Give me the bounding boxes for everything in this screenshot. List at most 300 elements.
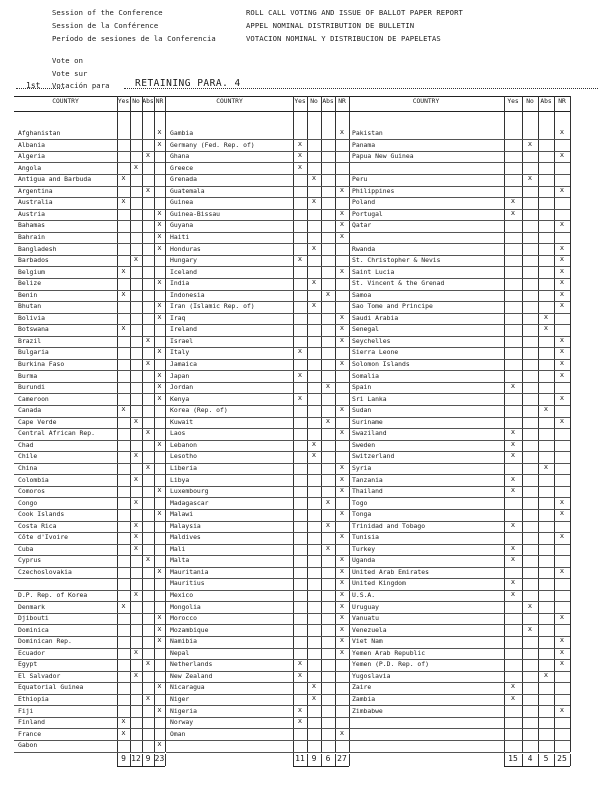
table-row — [348, 521, 570, 533]
country-name: St. Christopher & Nevis — [352, 256, 441, 265]
country-name: Finland — [18, 718, 45, 727]
vote-mark-nr: x — [559, 532, 565, 541]
vote-mark-nr: x — [157, 382, 162, 391]
vote-mark-nr: x — [339, 647, 345, 656]
table-row — [166, 394, 349, 406]
vote-mark-nr: x — [339, 405, 345, 414]
table-row — [14, 209, 165, 221]
vote-mark-no: x — [133, 497, 139, 506]
vote-mark-no: x — [527, 139, 533, 148]
vote-mark-abs: x — [145, 462, 151, 471]
table-row — [14, 382, 165, 394]
country-name: Sierra Leone — [352, 348, 399, 357]
table-row — [166, 209, 349, 221]
vote-mark-nr: x — [339, 613, 345, 622]
vote-mark-no: x — [311, 243, 317, 252]
vote-mark-abs: x — [325, 520, 331, 529]
country-name: Trinidad and Tobago — [352, 521, 426, 530]
country-name: Sri Lanka — [352, 394, 387, 403]
country-name: D.P. Rep. of Korea — [18, 591, 88, 599]
country-name: Gabon — [18, 741, 38, 750]
table-row — [166, 567, 349, 579]
vote-mark-no: x — [133, 474, 139, 483]
vote-mark-yes: x — [121, 174, 126, 183]
table-row — [14, 244, 165, 256]
country-name: Zambia — [352, 694, 376, 703]
table-row — [14, 301, 165, 313]
country-name: Barbados — [18, 256, 49, 265]
vote-mark-yes: x — [121, 197, 126, 206]
table-row — [348, 290, 570, 302]
vote-mark-nr: x — [559, 335, 565, 344]
country-name: Somalia — [352, 371, 379, 380]
table-row — [348, 671, 570, 683]
country-name: Comoros — [18, 487, 45, 496]
table-row — [348, 128, 570, 140]
country-name: Madagascar — [170, 498, 209, 507]
vote-mark-nr: x — [559, 301, 565, 310]
table-row — [14, 567, 165, 579]
vote-mark-no: x — [311, 682, 317, 691]
vote-mark-nr: x — [559, 266, 565, 275]
vote-mark-nr: x — [339, 532, 345, 541]
country-name: Chile — [18, 452, 38, 461]
table-row — [166, 636, 349, 648]
table-row — [14, 475, 165, 487]
table-row — [348, 301, 570, 313]
vote-mark-nr: x — [157, 128, 162, 136]
vote-mark-yes: x — [510, 682, 516, 691]
vote-mark-yes: x — [297, 139, 303, 148]
vote-mark-yes: x — [297, 659, 303, 668]
vote-mark-yes: x — [510, 208, 516, 217]
blank-table-row — [348, 717, 570, 729]
column-header-nr: NR — [155, 98, 164, 105]
table-row — [348, 532, 570, 544]
vote-mark-yes: x — [121, 717, 126, 726]
vote-mark-nr: x — [559, 289, 565, 298]
country-name: Maldives — [170, 533, 201, 542]
country-name: Egypt — [18, 660, 38, 669]
table-row — [14, 486, 165, 498]
country-name: Ecuador — [18, 648, 45, 657]
table-row — [14, 232, 165, 244]
table-row — [348, 544, 570, 556]
table-row — [348, 694, 570, 706]
country-name: Congo — [18, 498, 38, 507]
country-name: New Zealand — [170, 671, 213, 680]
table-row — [348, 220, 570, 232]
table-row — [166, 186, 349, 198]
country-name: Brazil — [18, 336, 42, 345]
vote-mark-yes: x — [510, 451, 516, 460]
vote-mark-nr: x — [559, 647, 565, 656]
table-row — [14, 440, 165, 452]
country-name: Ethiopia — [18, 694, 49, 703]
session-label-fr: Session de la Conférence — [52, 21, 159, 30]
vote-mark-nr: x — [157, 370, 162, 379]
vote-mark-no: x — [527, 624, 533, 633]
totals-row — [504, 754, 570, 767]
vote-subject: RETAINING PARA. 4 — [135, 78, 241, 89]
vote-mark-abs: x — [325, 289, 331, 298]
table-row — [14, 498, 165, 510]
vote-mark-nr: x — [339, 312, 345, 321]
country-name: Guinea-Bissau — [170, 209, 221, 218]
table-row — [14, 555, 165, 567]
report-title-en: ROLL CALL VOTING AND ISSUE OF BALLOT PAPER REPORT — [246, 8, 463, 17]
totals-divider — [349, 754, 350, 766]
table-row — [14, 521, 165, 533]
vote-mark-no: x — [311, 197, 317, 206]
country-name: Belgium — [18, 267, 45, 276]
blank-table-row — [348, 740, 570, 752]
table-row — [166, 232, 349, 244]
country-name: Tunisia — [352, 533, 379, 542]
table-row — [166, 244, 349, 256]
vote-mark-abs: x — [145, 151, 151, 160]
vote-mark-yes: x — [510, 543, 516, 552]
country-name: Pakistan — [352, 129, 383, 137]
total-no: 4 — [527, 753, 533, 763]
vote-mark-nr: x — [339, 728, 345, 737]
country-name: Nicaragua — [170, 683, 205, 692]
table-row — [166, 648, 349, 660]
table-row — [166, 324, 349, 336]
table-row — [348, 602, 570, 614]
country-name: Guatemala — [170, 186, 205, 195]
vote-mark-nr: x — [157, 624, 162, 633]
table-row — [348, 509, 570, 521]
country-name: Honduras — [170, 244, 201, 253]
country-name: Tonga — [352, 510, 372, 519]
country-name: Cyprus — [18, 556, 42, 565]
table-row — [166, 417, 349, 429]
country-name: Grenada — [170, 175, 197, 184]
country-name: Lebanon — [170, 440, 197, 449]
table-row — [14, 659, 165, 671]
vote-mark-no: x — [311, 439, 317, 448]
table-row — [14, 140, 165, 152]
vote-mark-nr: x — [339, 324, 345, 333]
table-row — [348, 682, 570, 694]
country-name: Burkina Faso — [18, 360, 65, 368]
vote-mark-no: x — [311, 693, 317, 702]
table-row — [14, 255, 165, 267]
vote-mark-nr: x — [559, 278, 565, 287]
vote-mark-nr: x — [339, 566, 345, 575]
vote-mark-yes: x — [510, 555, 516, 564]
country-name: Jordan — [170, 383, 194, 392]
country-name: Cameroon — [18, 394, 49, 403]
vote-on-label-fr: Vote sur — [52, 69, 88, 78]
country-name: Burundi — [18, 383, 45, 392]
table-row — [14, 371, 165, 383]
country-name: Saint Lucia — [352, 267, 395, 276]
table-row — [348, 463, 570, 475]
table-row — [348, 625, 570, 637]
vote-mark-yes: x — [297, 393, 303, 402]
vote-mark-no: x — [527, 174, 533, 183]
vote-mark-yes: x — [510, 439, 516, 448]
table-row — [14, 648, 165, 660]
vote-mark-abs: x — [145, 555, 151, 564]
table-row — [348, 278, 570, 290]
table-row — [166, 532, 349, 544]
vote-mark-nr: x — [157, 682, 162, 691]
country-name: Zaire — [352, 683, 372, 692]
table-row — [348, 578, 570, 590]
vote-mark-nr: x — [339, 509, 345, 518]
vote-ordinal: 1st — [26, 81, 41, 90]
country-name: Solomon Islands — [352, 360, 410, 368]
vote-mark-nr: x — [559, 243, 565, 252]
vote-mark-yes: x — [510, 428, 516, 437]
table-row — [348, 405, 570, 417]
table-row — [348, 451, 570, 463]
vote-mark-nr: x — [157, 278, 162, 287]
country-name: El Salvador — [18, 671, 61, 680]
vote-mark-nr: x — [339, 128, 345, 136]
table-row — [348, 475, 570, 487]
table-row — [14, 359, 165, 371]
country-name: China — [18, 463, 38, 472]
table-row — [166, 405, 349, 417]
country-name: Guyana — [170, 221, 194, 230]
column-header-country: COUNTRY — [412, 98, 440, 105]
table-row — [14, 313, 165, 325]
table-row — [166, 717, 349, 729]
total-no: 12 — [131, 753, 141, 763]
country-name: Israel — [170, 336, 194, 345]
vote-mark-nr: x — [339, 231, 345, 240]
country-name: Equatorial Guinea — [18, 683, 84, 692]
country-name: Papua New Guinea — [352, 152, 414, 161]
country-name: Japan — [170, 371, 190, 380]
table-row — [166, 197, 349, 209]
total-nr: 23 — [154, 753, 165, 763]
country-name: Syria — [352, 463, 372, 472]
country-name: India — [170, 279, 190, 288]
vote-mark-yes: x — [297, 705, 303, 714]
vote-mark-nr: x — [559, 705, 565, 714]
vote-mark-yes: x — [121, 266, 126, 275]
table-row — [348, 197, 570, 209]
country-name: Tanzania — [352, 475, 383, 484]
vote-mark-yes: x — [510, 578, 516, 587]
blank-table-row — [166, 740, 349, 752]
vote-mark-nr: x — [339, 636, 345, 645]
country-name: Thailand — [352, 487, 383, 496]
table-row — [14, 509, 165, 521]
country-name: Botswana — [18, 325, 49, 334]
country-name: Ghana — [170, 152, 190, 161]
table-row — [348, 347, 570, 359]
vote-mark-yes: x — [121, 405, 126, 414]
country-name: Uganda — [352, 556, 376, 565]
vote-mark-yes: x — [297, 255, 303, 264]
table-row — [14, 694, 165, 706]
country-name: Sudan — [352, 406, 372, 415]
vote-mark-nr: x — [157, 347, 162, 356]
vote-mark-nr: x — [339, 462, 345, 471]
report-title-fr: APPEL NOMINAL DISTRIBUTION DE BULLETIN — [246, 21, 415, 30]
vote-mark-nr: x — [559, 255, 565, 264]
table-row — [348, 440, 570, 452]
column-header-yes: Yes — [507, 98, 519, 105]
country-name: Indonesia — [170, 290, 205, 299]
country-name: Austria — [18, 209, 45, 218]
table-row — [14, 451, 165, 463]
totals-row — [117, 754, 165, 767]
vote-mark-yes: x — [297, 162, 303, 171]
vote-mark-no: x — [311, 174, 317, 183]
table-row — [14, 602, 165, 614]
table-row — [166, 128, 349, 140]
country-name: Haiti — [170, 232, 190, 241]
country-name: Greece — [170, 163, 194, 172]
session-label-en: Session of the Conference — [52, 8, 163, 17]
country-name: Korea (Rep. of) — [170, 406, 228, 415]
total-abs: 9 — [145, 753, 151, 763]
country-name: Samoa — [352, 290, 372, 299]
country-name: Kenya — [170, 394, 190, 403]
totals-divider — [570, 754, 571, 766]
vote-mark-abs: x — [145, 693, 151, 702]
country-name: Laos — [170, 429, 186, 438]
country-name: Liberia — [170, 463, 197, 472]
table-row — [14, 706, 165, 718]
vote-mark-yes: x — [510, 693, 516, 702]
table-row — [348, 394, 570, 406]
country-name: Nepal — [170, 648, 190, 657]
vote-mark-no: x — [133, 416, 139, 425]
vote-mark-yes: x — [297, 717, 303, 726]
table-row — [166, 602, 349, 614]
country-name: Guinea — [170, 198, 194, 207]
table-row — [14, 625, 165, 637]
vote-on-label-en: Vote on — [52, 56, 83, 65]
vote-mark-nr: x — [157, 705, 162, 714]
table-row — [348, 555, 570, 567]
country-name: Dominican Rep. — [18, 637, 72, 646]
table-row — [348, 567, 570, 579]
country-name: Costa Rica — [18, 521, 57, 530]
vote-mark-no: x — [133, 255, 139, 264]
vote-mark-nr: x — [157, 243, 162, 252]
country-name: Mozambique — [170, 625, 209, 634]
table-row — [348, 140, 570, 152]
table-row — [166, 555, 349, 567]
country-name: St. Vincent & the Grenad — [352, 279, 445, 288]
table-row — [14, 324, 165, 336]
blank-table-row — [348, 232, 570, 244]
country-name: Bolivia — [18, 313, 45, 322]
country-name: Malaysia — [170, 521, 201, 530]
country-name: Morocco — [170, 614, 197, 623]
table-row — [348, 636, 570, 648]
vote-mark-nr: x — [559, 497, 565, 506]
country-name: Yugoslavia — [352, 671, 391, 680]
table-row — [14, 682, 165, 694]
vote-mark-nr: x — [157, 312, 162, 321]
vote-mark-abs: x — [325, 416, 331, 425]
table-row — [166, 486, 349, 498]
table-row — [14, 636, 165, 648]
country-name: Senegal — [352, 325, 379, 334]
vote-mark-no: x — [133, 532, 139, 541]
table-row — [166, 336, 349, 348]
vote-mark-abs: x — [543, 670, 549, 679]
country-name: United Kingdom — [352, 579, 406, 588]
table-row — [14, 717, 165, 729]
vote-mark-yes: x — [510, 382, 516, 391]
vote-mark-nr: x — [559, 416, 565, 425]
blank-table-row — [348, 729, 570, 741]
column-header-no: No — [310, 98, 318, 105]
country-name: Argentina — [18, 186, 53, 195]
vote-mark-no: x — [133, 520, 139, 529]
vote-mark-nr: x — [559, 151, 565, 160]
country-name: Mauritius — [170, 579, 205, 588]
country-name: Libya — [170, 475, 190, 484]
vote-mark-nr: x — [157, 393, 162, 402]
table-row — [348, 590, 570, 602]
table-row — [166, 729, 349, 741]
vote-mark-nr: x — [559, 659, 565, 668]
total-abs: 5 — [543, 753, 549, 763]
table-row — [348, 613, 570, 625]
country-name: Canada — [18, 406, 42, 415]
country-name: Namibia — [170, 637, 197, 646]
country-name: Viet Nam — [352, 637, 383, 646]
vote-mark-yes: x — [510, 197, 516, 206]
table-row — [14, 544, 165, 556]
report-title-es: VOTACION NOMINAL Y DISTRIBUCION DE PAPELETAS — [246, 34, 441, 43]
country-name: Dominica — [18, 625, 49, 634]
country-name: U.S.A. — [352, 591, 376, 599]
country-name: Bhutan — [18, 302, 42, 311]
table-row — [348, 313, 570, 325]
table-row — [14, 729, 165, 741]
table-row — [166, 706, 349, 718]
table-row — [166, 440, 349, 452]
vote-mark-no: x — [311, 278, 317, 287]
country-name: Mexico — [170, 591, 194, 599]
table-row — [14, 290, 165, 302]
vote-mark-nr: x — [339, 185, 345, 194]
vote-mark-nr: x — [559, 636, 565, 645]
table-row — [348, 486, 570, 498]
country-name: Iraq — [170, 313, 186, 322]
country-name: Angola — [18, 163, 42, 172]
table-row — [166, 255, 349, 267]
column-header-abs: Abs — [322, 98, 334, 105]
table-row — [166, 590, 349, 602]
country-name: Uruguay — [352, 602, 379, 611]
vote-mark-no: x — [133, 162, 139, 171]
country-name: Oman — [170, 729, 186, 738]
table-row — [348, 255, 570, 267]
country-name: Lesotho — [170, 452, 197, 461]
table-row — [348, 174, 570, 186]
vote-mark-nr: x — [339, 474, 345, 483]
vote-mark-no: x — [311, 451, 317, 460]
country-name: Gambia — [170, 129, 194, 137]
country-name: Jamaica — [170, 360, 197, 368]
vote-mark-abs: x — [145, 659, 151, 668]
vote-mark-nr: x — [157, 566, 162, 575]
